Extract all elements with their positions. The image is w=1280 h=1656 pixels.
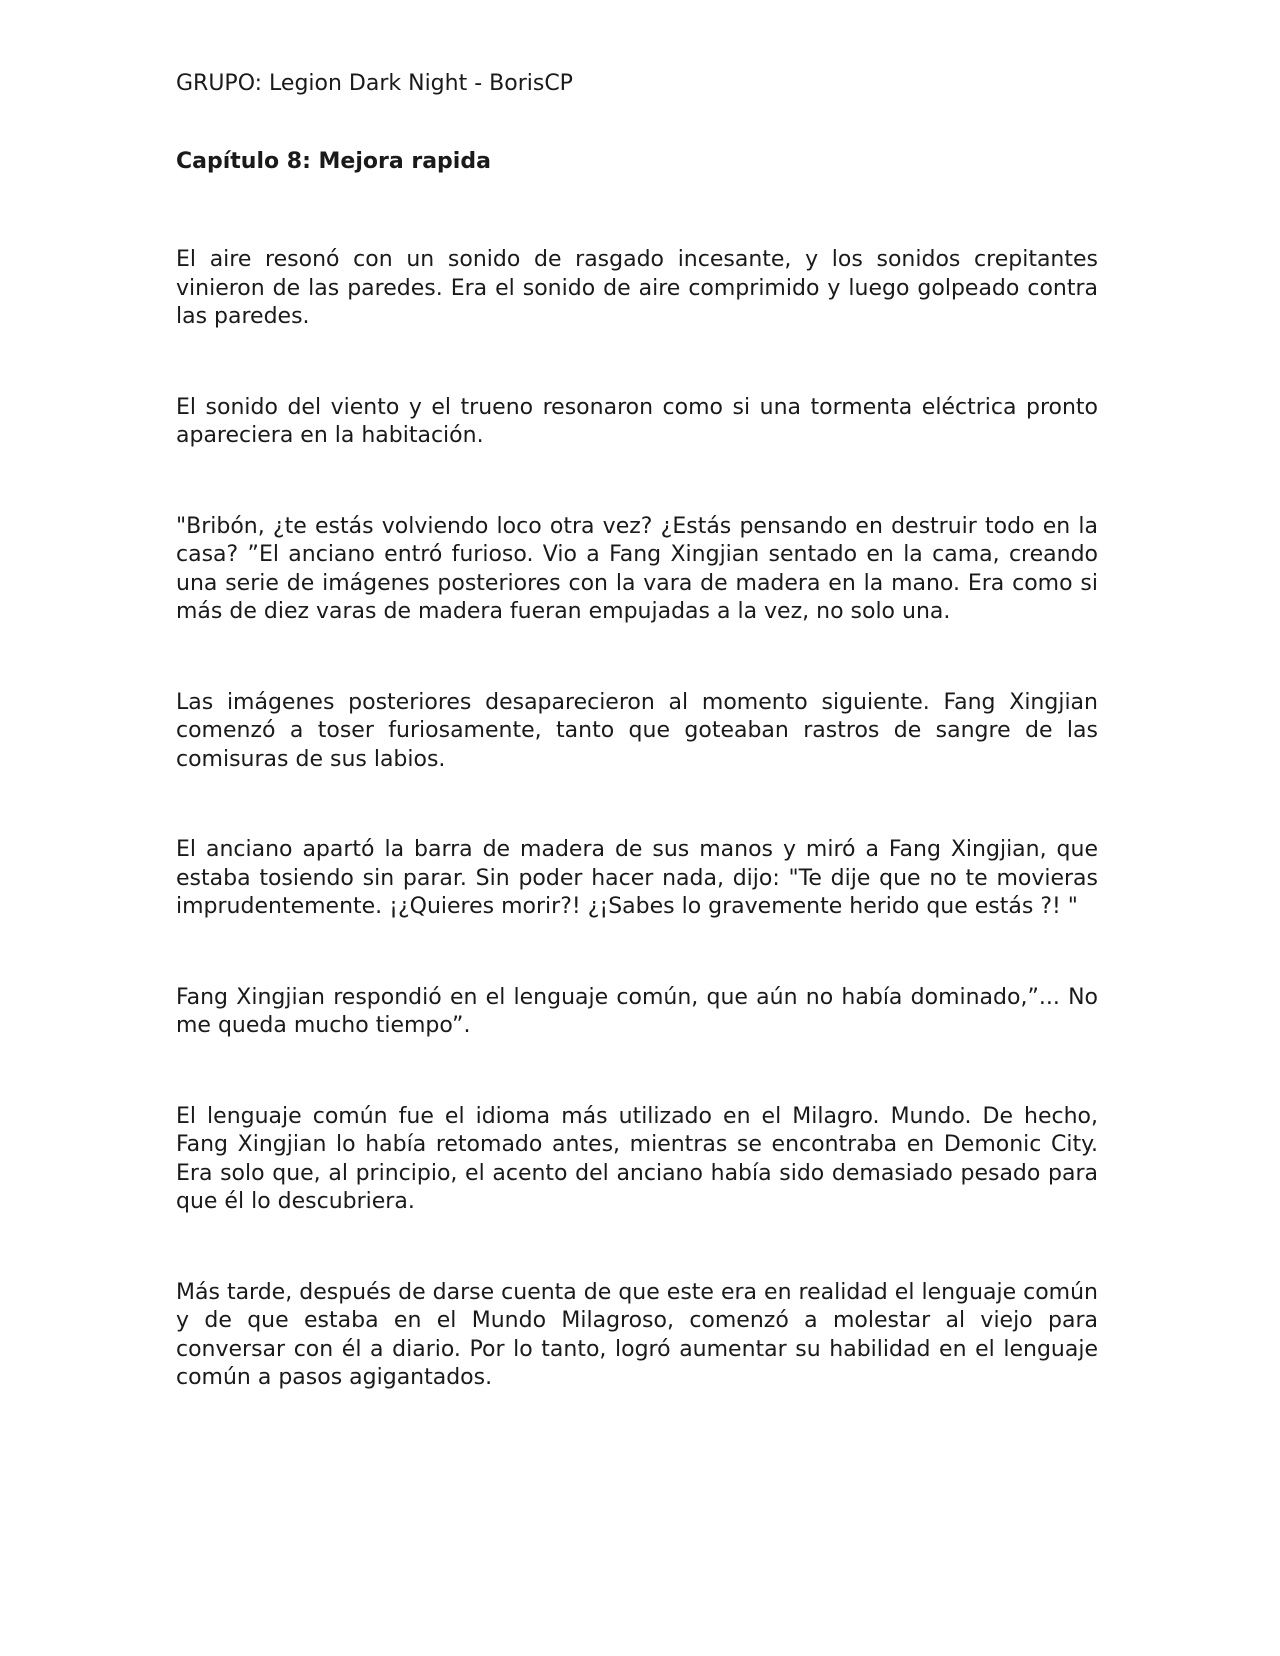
- document-page: [176, 70, 1098, 1455]
- paragraph: El sonido del viento y el trueno resonaron como si una tormenta eléctrica pronto apareciera en la habitación.: [176, 394, 1098, 448]
- paragraph: "Bribón, ¿te estás volviendo loco otra vez? ¿Estás pensando en destruir todo en la casa? ”El anciano entró furioso. Vio a Fang Xingjian sentado en la cama, creando una serie de imágenes posteriores con la vara de madera en la mano. Era como si más de diez varas de madera fueran empujadas a la vez, no solo una.: [176, 513, 1098, 624]
- paragraph: El anciano apartó la barra de madera de sus manos y miró a Fang Xingjian, que estaba tosiendo sin parar. Sin poder hacer nada, dijo: "Te dije que no te movieras imprudentemente. ¡¿Quieres morir?! ¿¡Sabes lo gravemente herido que estás ?! ": [176, 837, 1098, 919]
- paragraph: El aire resonó con un sonido de rasgado incesante, y los sonidos crepitantes vinieron de las paredes. Era el sonido de aire comprimido y luego golpeado contra las paredes.: [176, 247, 1098, 329]
- paragraph: Fang Xingjian respondió en el lenguaje común, que aún no había dominado,”... No me queda mucho tiempo”.: [176, 984, 1098, 1038]
- group-credit-line: GRUPO: Legion Dark Night - BorisCP: [176, 71, 573, 96]
- paragraph: Las imágenes posteriores desaparecieron al momento siguiente. Fang Xingjian comenzó a toser furiosamente, tanto que goteaban rastros de sangre de las comisuras de sus labios.: [176, 689, 1098, 772]
- paragraph: Más tarde, después de darse cuenta de que este era en realidad el lenguaje común y de que estaba en el Mundo Milagroso, comenzó a molestar al viejo para conversar con él a diario. Por lo tanto, logró aumentar su habilidad en el lenguaje común a pasos agigantados.: [176, 1279, 1098, 1390]
- chapter-title: Capítulo 8: Mejora rapida: [176, 149, 491, 174]
- paragraph: El lenguaje común fue el idioma más utilizado en el Milagro. Mundo. De hecho, Fang Xingjian lo había retomado antes, mientras se encontraba en Demonic City. Era solo que, al principio, el acento del anciano había sido demasiado pesado para que él lo descubriera.: [176, 1103, 1098, 1214]
